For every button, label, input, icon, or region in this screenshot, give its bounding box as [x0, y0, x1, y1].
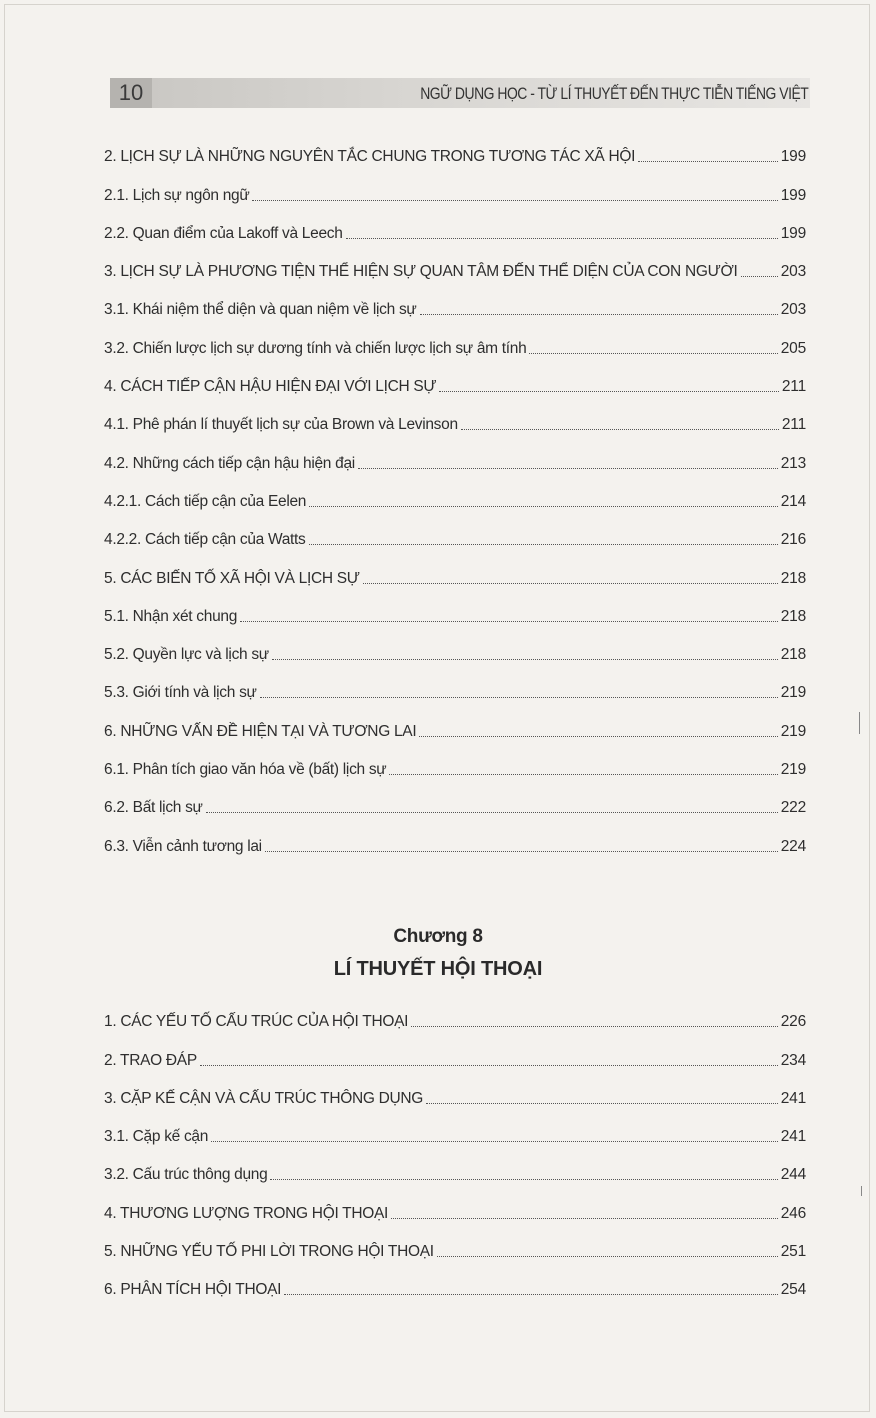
- toc-entry: [104, 205, 806, 243]
- toc-section-politeness: [104, 128, 806, 856]
- toc-entry-label: 4. THƯƠNG LƯỢNG TRONG HỘI THOẠI: [104, 1204, 389, 1222]
- margin-mark: [861, 1186, 862, 1196]
- toc-entry: [104, 588, 806, 626]
- toc-entry: [104, 549, 806, 587]
- dot-leader: [411, 1026, 778, 1027]
- dot-leader: [240, 621, 778, 622]
- toc-entry-page: 254: [780, 1281, 806, 1299]
- dot-leader: [419, 736, 777, 737]
- toc-entry: [104, 1031, 806, 1069]
- toc-entry-label: 2. TRAO ĐÁP: [104, 1051, 197, 1069]
- toc-entry-page: 218: [780, 569, 806, 587]
- toc-entry: [104, 243, 806, 281]
- toc-entry-label: 5.3. Giới tính và lịch sự: [104, 684, 257, 702]
- dot-leader: [309, 544, 778, 545]
- toc-entry-page: 211: [781, 378, 806, 396]
- toc-entry-page: 226: [780, 1013, 806, 1031]
- toc-entry-label: 3.1. Khái niệm thể diện và quan niệm về lịch sự: [104, 301, 417, 319]
- toc-entry: [104, 396, 806, 434]
- toc-entry: [104, 817, 806, 855]
- toc-entry: [104, 702, 806, 740]
- toc-entry: [104, 1184, 806, 1222]
- toc-entry-page: 244: [780, 1166, 806, 1184]
- toc-section-conversation: [104, 993, 806, 1299]
- toc-entry-label: 5.2. Quyền lực và lịch sự: [104, 646, 269, 664]
- toc-entry: [104, 1146, 806, 1184]
- margin-mark: [859, 712, 860, 734]
- toc-entry-label: 4. CÁCH TIẾP CẬN HẬU HIỆN ĐẠI VỚI LỊCH SỰ: [104, 378, 437, 396]
- toc-entry-label: 5. CÁC BIẾN TỐ XÃ HỘI VÀ LỊCH SỰ: [104, 569, 360, 587]
- toc-entry: [104, 741, 806, 779]
- dot-leader: [741, 276, 778, 277]
- page-number: 10: [110, 78, 152, 108]
- dot-leader: [358, 468, 778, 469]
- dot-leader: [346, 238, 778, 239]
- toc-entry: [104, 1261, 806, 1299]
- dot-leader: [265, 851, 778, 852]
- toc-entry-page: 205: [780, 339, 806, 357]
- dot-leader: [270, 1179, 777, 1180]
- toc-entry-page: 199: [780, 186, 806, 204]
- toc-entry-page: 219: [780, 684, 806, 702]
- toc-entry-label: 4.1. Phê phán lí thuyết lịch sự của Brown và Levinson: [104, 416, 458, 434]
- toc-entry: [104, 128, 806, 166]
- toc-entry: [104, 281, 806, 319]
- dot-leader: [200, 1065, 778, 1066]
- toc-entry-label: 3.1. Cặp kế cận: [104, 1128, 209, 1146]
- toc-entry-page: 216: [780, 531, 806, 549]
- toc-entry-page: 234: [780, 1051, 806, 1069]
- toc-entry-label: 4.2. Những cách tiếp cận hậu hiện đại: [104, 454, 355, 472]
- dot-leader: [206, 812, 778, 813]
- toc-entry: [104, 626, 806, 664]
- toc-entry-page: 218: [780, 646, 806, 664]
- dot-leader: [420, 314, 778, 315]
- dot-leader: [529, 353, 777, 354]
- toc-entry: [104, 511, 806, 549]
- toc-entry: [104, 358, 806, 396]
- running-title: NGỮ DỤNG HỌC - TỪ LÍ THUYẾT ĐẾN THỰC TIỄN TIẾNG VIỆT: [419, 84, 808, 103]
- toc-entry-label: 2.2. Quan điểm của Lakoff và Leech: [104, 224, 343, 242]
- toc-entry: [104, 993, 806, 1031]
- toc-entry: [104, 664, 806, 702]
- toc-entry-page: 203: [780, 301, 806, 319]
- dot-leader: [437, 1256, 778, 1257]
- toc-entry-label: 2. LỊCH SỰ LÀ NHỮNG NGUYÊN TẮC CHUNG TRONG TƯƠNG TÁC XÃ HỘI: [104, 148, 636, 166]
- toc-entry-label: 5. NHỮNG YẾU TỐ PHI LỜI TRONG HỘI THOẠI: [104, 1243, 434, 1261]
- toc-entry: [104, 779, 806, 817]
- toc-entry-page: 199: [780, 148, 806, 166]
- toc-entry-page: 222: [780, 799, 806, 817]
- toc-entry: [104, 1223, 806, 1261]
- toc-entry-label: 5.1. Nhận xét chung: [104, 607, 238, 625]
- toc-entry-page: 213: [780, 454, 806, 472]
- dot-leader: [211, 1141, 778, 1142]
- toc-entry-label: 6.3. Viễn cảnh tương lai: [104, 837, 262, 855]
- dot-leader: [391, 1218, 778, 1219]
- toc-entry-page: 203: [780, 263, 806, 281]
- toc-entry-page: 241: [780, 1089, 806, 1107]
- dot-leader: [638, 161, 778, 162]
- toc-entry-page: 211: [781, 416, 806, 434]
- toc-entry: [104, 473, 806, 511]
- toc-entry: [104, 1108, 806, 1146]
- dot-leader: [252, 200, 777, 201]
- toc-entry: [104, 166, 806, 204]
- toc-entry-label: 3. CẶP KẾ CẬN VÀ CẤU TRÚC THÔNG DỤNG: [104, 1089, 424, 1107]
- dot-leader: [284, 1294, 778, 1295]
- toc-entry-label: 2.1. Lịch sự ngôn ngữ: [104, 186, 250, 204]
- dot-leader: [389, 774, 777, 775]
- dot-leader: [260, 697, 778, 698]
- toc-entry-label: 4.2.2. Cách tiếp cận của Watts: [104, 531, 306, 549]
- toc-entry-page: 199: [780, 224, 806, 242]
- toc-entry-label: 6.1. Phân tích giao văn hóa về (bất) lịch sự: [104, 761, 387, 779]
- toc-entry-label: 6. NHỮNG VẤN ĐỀ HIỆN TẠI VÀ TƯƠNG LAI: [104, 722, 417, 740]
- toc-entry-page: 224: [780, 837, 806, 855]
- dot-leader: [439, 391, 779, 392]
- toc-entry: [104, 1070, 806, 1108]
- toc-entry-page: 218: [780, 607, 806, 625]
- toc-entry-page: 251: [780, 1243, 806, 1261]
- toc-entry-page: 246: [780, 1204, 806, 1222]
- toc-entry-label: 6.2. Bất lịch sự: [104, 799, 203, 817]
- toc-entry: [104, 319, 806, 357]
- toc-entry-page: 241: [780, 1128, 806, 1146]
- chapter-title: LÍ THUYẾT HỘI THOẠI: [333, 958, 543, 980]
- toc-entry-page: 219: [780, 761, 806, 779]
- toc-entry-label: 4.2.1. Cách tiếp cận của Eelen: [104, 492, 307, 510]
- toc-entry-page: 219: [780, 722, 806, 740]
- toc-entry-label: 3.2. Chiến lược lịch sự dương tính và chiến lược lịch sự âm tính: [104, 339, 527, 357]
- toc-entry-label: 1. CÁC YẾU TỐ CẤU TRÚC CỦA HỘI THOẠI: [104, 1013, 409, 1031]
- dot-leader: [426, 1103, 778, 1104]
- dot-leader: [272, 659, 778, 660]
- dot-leader: [309, 506, 778, 507]
- dot-leader: [363, 583, 778, 584]
- toc-entry-label: 3. LỊCH SỰ LÀ PHƯƠNG TIỆN THỂ HIỆN SỰ QUAN TÂM ĐẾN THỂ DIỆN CỦA CON NGƯỜI: [104, 263, 738, 281]
- page-header: [110, 78, 810, 108]
- dot-leader: [461, 429, 779, 430]
- chapter-number: Chương 8: [393, 926, 483, 947]
- toc-entry: [104, 434, 806, 472]
- toc-entry-label: 3.2. Cấu trúc thông dụng: [104, 1166, 268, 1184]
- toc-entry-page: 214: [780, 492, 806, 510]
- toc-entry-label: 6. PHÂN TÍCH HỘI THOẠI: [104, 1281, 282, 1299]
